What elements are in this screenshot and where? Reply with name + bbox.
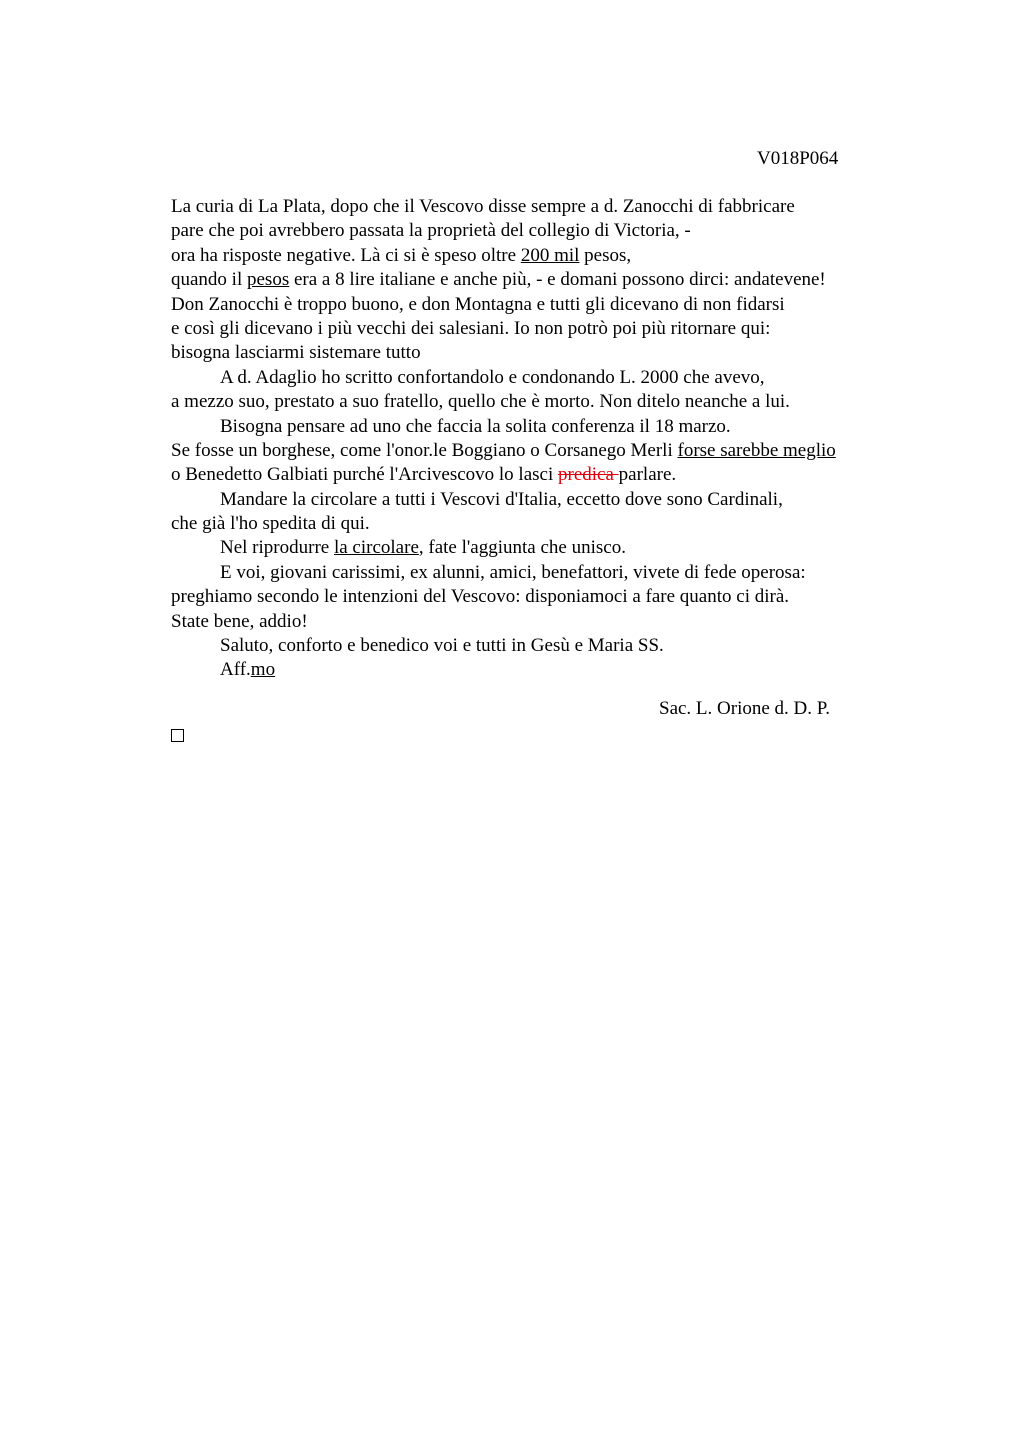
underlined-text: 200 mil <box>520 244 580 266</box>
spacer <box>171 683 911 697</box>
text-segment: o Benedetto Galbiati purché l'Arcivescovo lo lasci <box>171 464 558 486</box>
text-segment: a mezzo suo, prestato a suo fratello, quello che è morto. Non ditelo neanche a lui. <box>171 391 790 413</box>
text-line <box>171 536 911 560</box>
text-line <box>171 634 911 658</box>
text-line <box>171 610 911 634</box>
text-line <box>171 219 911 243</box>
letter-body <box>171 195 911 746</box>
underlined-text: forse sarebbe meglio <box>677 439 836 461</box>
text-line <box>171 195 911 219</box>
text-line <box>171 341 911 365</box>
text-line <box>171 244 911 268</box>
text-line <box>171 561 911 585</box>
text-line <box>171 390 911 414</box>
text-line <box>171 488 911 512</box>
text-segment: parlare. <box>618 464 677 486</box>
checkbox-square-icon <box>171 729 184 742</box>
text-segment: Bisogna pensare ad uno che faccia la solita conferenza il 18 marzo. <box>220 415 731 437</box>
text-segment: che già l'ho spedita di qui. <box>171 513 370 535</box>
text-line <box>171 366 911 390</box>
document-id: V018P064 <box>757 148 839 169</box>
text-line <box>171 317 911 341</box>
text-segment: E voi, giovani carissimi, ex alunni, amici, benefattori, vivete di fede operosa: <box>220 561 806 583</box>
text-segment: Aff. <box>220 659 251 681</box>
text-segment: , fate l'aggiunta che unisco. <box>418 537 626 559</box>
signature: Sac. L. Orione d. D. P. <box>659 697 830 719</box>
text-segment: Saluto, conforto e benedico voi e tutti in Gesù e Maria SS. <box>220 635 664 657</box>
text-line <box>171 268 911 292</box>
text-segment: quando il <box>171 269 247 291</box>
text-segment: pare che poi avrebbero passata la proprietà del collegio di Victoria, - <box>171 220 691 242</box>
text-segment: Nel riprodurre <box>220 537 334 559</box>
underlined-text: mo <box>250 659 276 681</box>
underlined-text: pesos <box>247 269 290 291</box>
text-segment: bisogna lasciarmi sistemare tutto <box>171 342 421 364</box>
deleted-text: predica <box>558 464 619 486</box>
text-segment: preghiamo secondo le intenzioni del Vescovo: disponiamoci a fare quanto ci dirà. <box>171 586 790 608</box>
text-line <box>171 658 911 682</box>
underlined-text: la circolare <box>333 537 419 559</box>
text-line <box>171 439 911 463</box>
text-segment: e così gli dicevano i più vecchi dei salesiani. Io non potrò poi più ritornare qui: <box>171 317 771 339</box>
text-segment: Se fosse un borghese, come l'onor.le Boggiano o Corsanego Merli <box>171 439 678 461</box>
text-line <box>171 293 911 317</box>
text-line <box>171 512 911 536</box>
text-line <box>171 463 911 487</box>
paragraph-list <box>171 195 911 683</box>
text-line <box>171 415 911 439</box>
text-segment: ora ha risposte negative. Là ci si è speso oltre <box>171 244 521 266</box>
text-segment: Mandare la circolare a tutti i Vescovi d'Italia, eccetto dove sono Cardinali, <box>220 488 783 510</box>
text-segment: State bene, addio! <box>171 610 308 632</box>
end-marker-line <box>171 721 911 745</box>
text-segment: pesos, <box>579 244 632 266</box>
text-segment: A d. Adaglio ho scritto confortandolo e condonando L. 2000 che avevo, <box>220 366 765 388</box>
text-segment: Don Zanocchi è troppo buono, e don Montagna e tutti gli dicevano di non fidarsi <box>171 293 785 315</box>
text-segment: era a 8 lire italiane e anche più, - e domani possono dirci: andatevene! <box>289 269 826 291</box>
text-segment: La curia di La Plata, dopo che il Vescovo disse sempre a d. Zanocchi di fabbricare <box>171 196 795 217</box>
text-line <box>171 585 911 609</box>
